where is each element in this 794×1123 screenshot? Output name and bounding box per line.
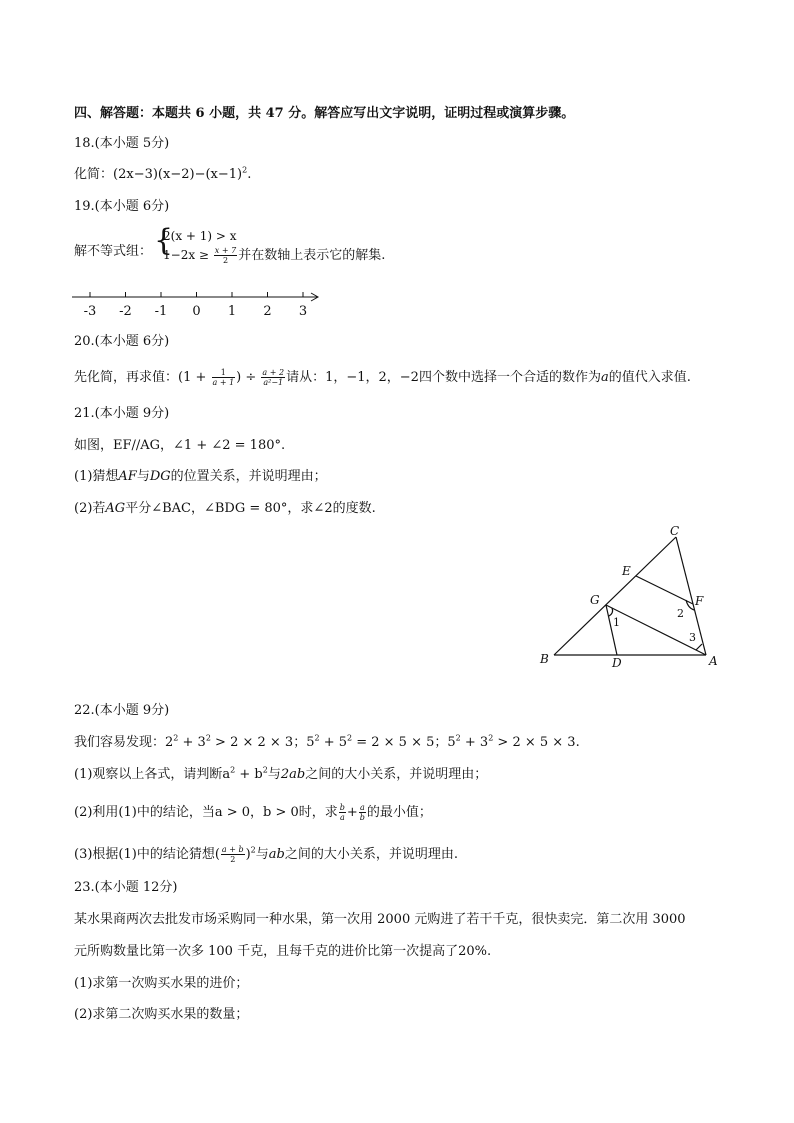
label-A: A [709,654,718,668]
tick-label: 0 [192,304,201,319]
q20-title: 20.(本小题 6分) [74,334,170,349]
tick-label: 1 [227,304,237,319]
q22-intro-a: 我们容易发现：2 [74,735,174,750]
q23-text-2: 元所购数量比第一次多 100 千克，且每千克的进价比第一次提高了20%. [74,944,492,959]
q22-part3-c: 与 [255,847,269,862]
q19-frac-den: 2 [222,256,229,265]
q22-intro-d: + 5 [319,735,347,750]
q22-part1-d: 之间的大小关系，并说明理由； [305,767,488,782]
q21-part1 [74,469,327,485]
q19-title: 19.(本小题 6分) [74,199,170,214]
q20-body [74,368,691,387]
segment-BC [554,537,676,655]
q21-part2-ag: AG [105,501,126,516]
q19-prefix: 解不等式组： [74,244,153,259]
q22-part2-fraction-1 [339,803,346,822]
q18-exponent: 2 [242,165,248,175]
q22-part2-f2-den: b [359,813,365,822]
q22-intro-b: + 3 [178,735,206,750]
q18-end: . [247,167,252,182]
q22-part1-sq-b: 2 [262,765,268,775]
segment-GD [606,605,617,655]
label-angle-3: 3 [689,631,696,644]
number-line [64,286,334,322]
label-D: D [612,656,622,670]
q22-part2-f2-num: a [359,803,365,812]
q22-part2-b: 的最小值； [366,805,432,820]
angle-3-arc [696,644,702,650]
label-angle-1: 1 [613,616,620,629]
q22-part3-fraction [221,845,245,864]
label-angle-2: 2 [677,607,684,620]
q19-ineq2-left: 1−2x ≥ [163,248,209,262]
q20-f2-den: a²−1 [263,378,284,387]
q23-text-1: 某水果商两次去批发市场采购同一种水果，第一次用 2000 元购进了若干千克，很快卖完．第二次用 3000 [74,912,686,927]
q22-part1-a: (1)观察以上各式，请判断a [74,767,231,782]
q20-f1-num: 1 [212,368,236,378]
q20-div: ) ÷ [236,370,257,385]
q19-inequality-2 [163,246,385,265]
q23-title: 23.(本小题 12分) [74,880,178,895]
q22-part1-c: 与 [267,767,281,782]
q22-sq-5: 2 [455,733,461,743]
q22-sq-2: 2 [205,733,211,743]
q23-part2: (2)求第二次购买水果的数量； [74,1007,249,1022]
segment-EF [636,576,693,604]
q20-fraction-2 [261,368,285,387]
q20-middle: 请从：1，−1，2，−2四个数中选择一个合适的数作为 [286,370,601,385]
tick-label: 2 [263,304,272,319]
q22-part2-fraction-2 [359,803,366,822]
q20-prefix: 先化简，再求值：(1 + [74,370,207,385]
q19-frac-num: x + 7 [214,246,237,255]
q22-sq-6: 2 [488,733,494,743]
q22-part2-f1-den: a [339,813,345,822]
q22-part1 [74,767,487,783]
label-C: C [670,524,680,538]
q22-part1-sq-a: 2 [230,765,236,775]
q21-title: 21.(本小题 9分) [74,406,170,421]
tick-label: -2 [119,304,132,319]
q18-prefix: 化简： [74,167,114,182]
label-F: F [695,594,704,608]
q18-body [74,167,251,183]
q22-sq-4: 2 [347,733,353,743]
q22-part3-sq: 2 [250,845,256,855]
q22-part1-b: + b [235,767,263,782]
q19-inequality-1: 2(x + 1) > x [163,229,237,243]
q22-intro-g: > 2 × 5 × 3. [493,735,580,750]
q22-intro-e: = 2 × 5 × 5；5 [352,735,456,750]
q21-part1-b: 与 [136,469,150,484]
q22-sq-1: 2 [173,733,179,743]
q22-part3-b: ) [245,847,251,862]
q20-var: a [600,370,609,385]
section-header: 四、解答题：本题共 6 小题，共 47 分。解答应写出文字说明，证明过程或演算步骤。 [74,106,575,121]
q22-intro [74,735,580,751]
q20-end: 的值代入求值. [608,370,691,385]
q22-part3-ab: ab [268,847,285,862]
q21-part1-dg: DG [149,469,171,484]
q20-f2-num: a + 2 [262,368,285,377]
segment-GA [606,605,706,655]
tick-label: -1 [154,304,168,319]
q22-part3 [74,845,458,864]
angle-1-arc [609,608,613,616]
label-E: E [622,564,631,578]
q22-part2-f1-num: b [339,803,345,812]
q21-part2-a: (2)若 [74,501,106,516]
tick-label: 3 [298,304,308,319]
q19-fraction [214,246,237,265]
q22-part2-plus: + [346,805,358,820]
q22-intro-f: + 3 [460,735,489,750]
q21-part1-af: AF [118,469,137,484]
label-G: G [590,593,600,607]
triangle-figure [530,520,730,672]
label-B: B [540,652,549,666]
q22-part2-a: (2)利用(1)中的结论，当a > 0，b > 0时，求 [74,805,338,820]
q19-suffix: 并在数轴上表示它的解集. [238,248,386,263]
q22-part1-ab: 2ab [280,767,306,782]
q18-title: 18.(本小题 5分) [74,136,170,151]
q22-part2 [74,803,432,822]
q22-sq-3: 2 [314,733,320,743]
q21-part1-c: 的位置关系，并说明理由； [170,469,327,484]
tick-label: -3 [83,304,97,319]
q23-part1: (1)求第一次购买水果的进价； [74,976,249,991]
q21-part2-b: 平分∠BAC，∠BDG = 80°，求∠2的度数. [125,501,376,516]
q21-part2 [74,501,376,517]
q21-part1-a: (1)猜想 [74,469,119,484]
q20-fraction-1 [212,368,236,387]
q21-given: 如图，EF//AG，∠1 + ∠2 = 180°. [74,438,286,453]
q22-part3-f-num: a + b [221,845,244,854]
system-brace: { [154,223,174,258]
q18-expr: (2x−3)(x−2)−(x−1) [113,167,243,182]
q22-part3-d: 之间的大小关系，并说明理由. [284,847,458,862]
q22-part3-a: (3)根据(1)中的结论猜想( [74,847,220,862]
q22-intro-c: > 2 × 2 × 3；5 [210,735,315,750]
q22-title: 22.(本小题 9分) [74,703,170,718]
q22-part3-f-den: 2 [230,855,236,864]
number-line-ticks [84,292,307,319]
q20-f1-den: a + 1 [212,378,235,387]
